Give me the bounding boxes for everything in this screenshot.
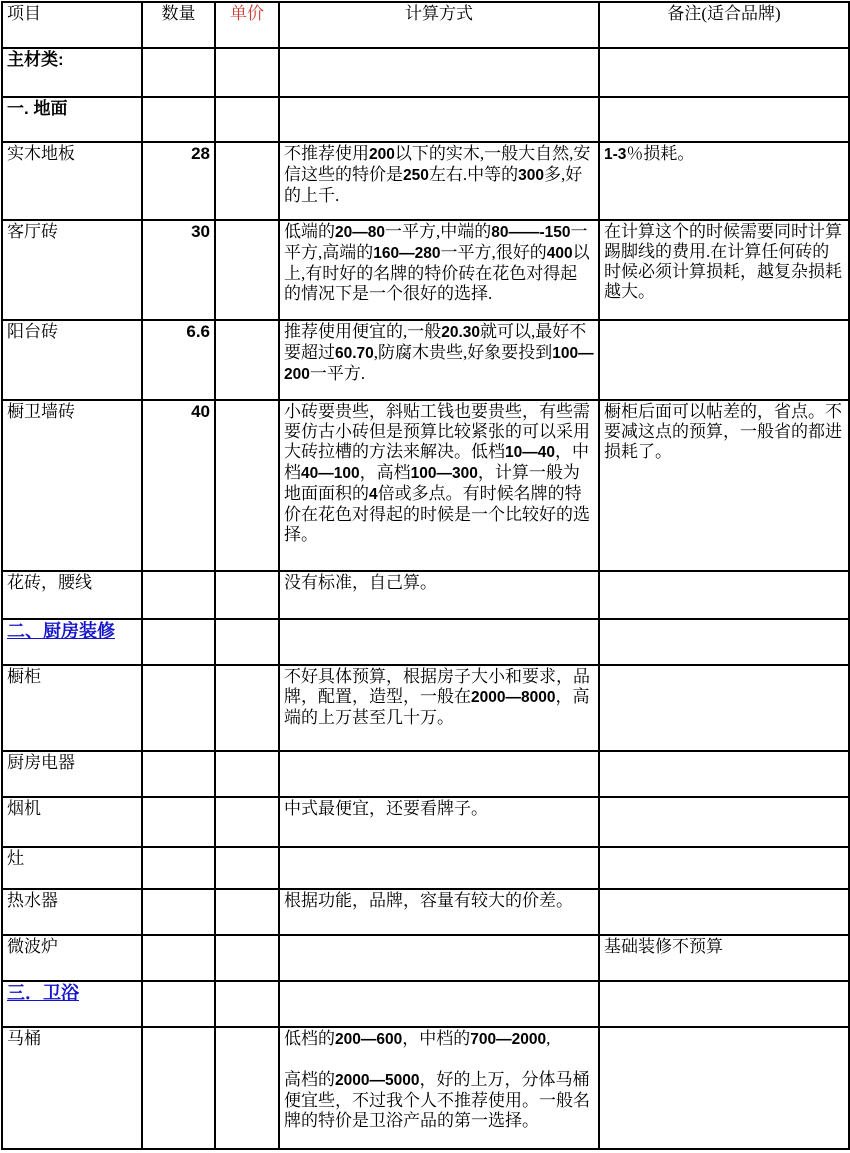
table-row	[2, 48, 849, 97]
calc-cell	[279, 935, 599, 981]
qty-cell	[142, 1027, 215, 1149]
price-cell	[215, 935, 279, 981]
price-cell	[215, 571, 279, 619]
col-header-calc: 计算方式	[279, 2, 599, 48]
note-cell	[599, 751, 849, 797]
price-cell	[215, 142, 279, 220]
note-cell	[599, 797, 849, 847]
table-row	[2, 571, 849, 619]
calc-cell	[279, 48, 599, 97]
note-cell	[599, 571, 849, 619]
price-cell	[215, 751, 279, 797]
calc-cell: 没有标准，自己算。	[279, 571, 599, 619]
price-cell	[215, 889, 279, 935]
price-cell	[215, 48, 279, 97]
note-cell: 在计算这个的时候需要同时计算踢脚线的费用.在计算任何砖的时候必须计算损耗，越复杂损耗越大。	[599, 220, 849, 320]
calc-cell	[279, 847, 599, 889]
qty-cell	[142, 48, 215, 97]
table-row	[2, 981, 849, 1027]
header-row	[2, 2, 849, 48]
item-cell: 热水器	[2, 889, 142, 935]
calc-cell	[279, 619, 599, 665]
qty-cell: 28	[142, 142, 215, 220]
table-row	[2, 320, 849, 400]
qty-cell: 40	[142, 400, 215, 571]
price-cell	[215, 1027, 279, 1149]
item-cell	[2, 619, 142, 665]
item-cell: 微波炉	[2, 935, 142, 981]
section-link-bathroom[interactable]: 三．卫浴	[7, 983, 79, 1003]
col-header-item: 项目	[2, 2, 142, 48]
qty-cell	[142, 981, 215, 1027]
note-cell	[599, 48, 849, 97]
note-cell	[599, 889, 849, 935]
item-cell: 花砖，腰线	[2, 571, 142, 619]
qty-cell	[142, 751, 215, 797]
document-page	[0, 1, 850, 1150]
calc-cell: 推荐使用便宜的,一般20.30就可以,最好不要超过60.70,防腐木贵些,好象要投到100—200一平方.	[279, 320, 599, 400]
note-cell: 橱柜后面可以帖差的，省点。不要减这点的预算，一般省的都进损耗了。	[599, 400, 849, 571]
item-cell: 阳台砖	[2, 320, 142, 400]
price-cell	[215, 400, 279, 571]
price-cell	[215, 665, 279, 751]
note-cell	[599, 665, 849, 751]
table-row	[2, 97, 849, 142]
qty-cell	[142, 847, 215, 889]
item-cell	[2, 981, 142, 1027]
table-row	[2, 1027, 849, 1149]
col-header-qty: 数量	[142, 2, 215, 48]
note-cell	[599, 619, 849, 665]
col-header-note: 备注(适合品牌)	[599, 2, 849, 48]
price-cell	[215, 619, 279, 665]
calc-cell	[279, 97, 599, 142]
note-cell: 基础装修不预算	[599, 935, 849, 981]
col-header-price: 单价	[215, 2, 279, 48]
item-cell: 烟机	[2, 797, 142, 847]
calc-cell: 中式最便宜，还要看牌子。	[279, 797, 599, 847]
calc-cell	[279, 981, 599, 1027]
note-cell	[599, 981, 849, 1027]
calc-cell: 根据功能，品牌，容量有较大的价差。	[279, 889, 599, 935]
item-cell: 灶	[2, 847, 142, 889]
price-cell	[215, 847, 279, 889]
section-link-kitchen[interactable]: 二、厨房装修	[7, 621, 115, 641]
table-row	[2, 619, 849, 665]
budget-table	[1, 1, 850, 1150]
section-title-main-materials: 主材类:	[2, 48, 142, 97]
price-cell	[215, 320, 279, 400]
price-cell	[215, 220, 279, 320]
calc-cell: 不好具体预算，根据房子大小和要求，品牌，配置，造型，一般在2000—8000，高端的上万甚至几十万。	[279, 665, 599, 751]
table-row	[2, 797, 849, 847]
item-cell: 橱柜	[2, 665, 142, 751]
item-cell: 橱卫墙砖	[2, 400, 142, 571]
qty-cell	[142, 571, 215, 619]
note-cell	[599, 1027, 849, 1149]
qty-cell: 6.6	[142, 320, 215, 400]
qty-cell	[142, 889, 215, 935]
price-cell	[215, 97, 279, 142]
note-cell	[599, 97, 849, 142]
table-row	[2, 935, 849, 981]
note-cell	[599, 847, 849, 889]
qty-cell	[142, 97, 215, 142]
item-cell: 厨房电器	[2, 751, 142, 797]
table-row	[2, 220, 849, 320]
calc-cell: 低档的200—600，中档的700—2000, 高档的2000—5000，好的上万，分体马桶便宜些，不过我个人不推荐使用。一般名牌的特价是卫浴产品的第一选择。	[279, 1027, 599, 1149]
section-title-floor: 一. 地面	[2, 97, 142, 142]
calc-cell: 小砖要贵些，斜贴工钱也要贵些，有些需要仿古小砖但是预算比较紧张的可以采用大砖拉槽的方法来解决。低档10—40，中档40—100，高档100—300，计算一般为地面面积的4倍或多点。有时候名牌的特价在花色对得起的时候是一个比较好的选择。	[279, 400, 599, 571]
calc-cell: 低端的20—80一平方,中端的80——-150一平方,高端的160—280一平方,很好的400以上,有时好的名牌的特价砖在花色对得起的情况下是一个很好的选择.	[279, 220, 599, 320]
calc-cell	[279, 751, 599, 797]
table-row	[2, 751, 849, 797]
table-row	[2, 847, 849, 889]
qty-cell	[142, 935, 215, 981]
table-row	[2, 665, 849, 751]
table-row	[2, 142, 849, 220]
qty-cell	[142, 665, 215, 751]
item-cell: 客厅砖	[2, 220, 142, 320]
calc-cell: 不推荐使用200以下的实木,一般大自然,安信这些的特价是250左右.中等的300多,好的上千.	[279, 142, 599, 220]
qty-cell	[142, 619, 215, 665]
item-cell: 马桶	[2, 1027, 142, 1149]
qty-cell: 30	[142, 220, 215, 320]
price-cell	[215, 797, 279, 847]
qty-cell	[142, 797, 215, 847]
table-row	[2, 889, 849, 935]
note-cell: 1-3％损耗。	[599, 142, 849, 220]
table-row	[2, 400, 849, 571]
note-cell	[599, 320, 849, 400]
item-cell: 实木地板	[2, 142, 142, 220]
price-cell	[215, 981, 279, 1027]
